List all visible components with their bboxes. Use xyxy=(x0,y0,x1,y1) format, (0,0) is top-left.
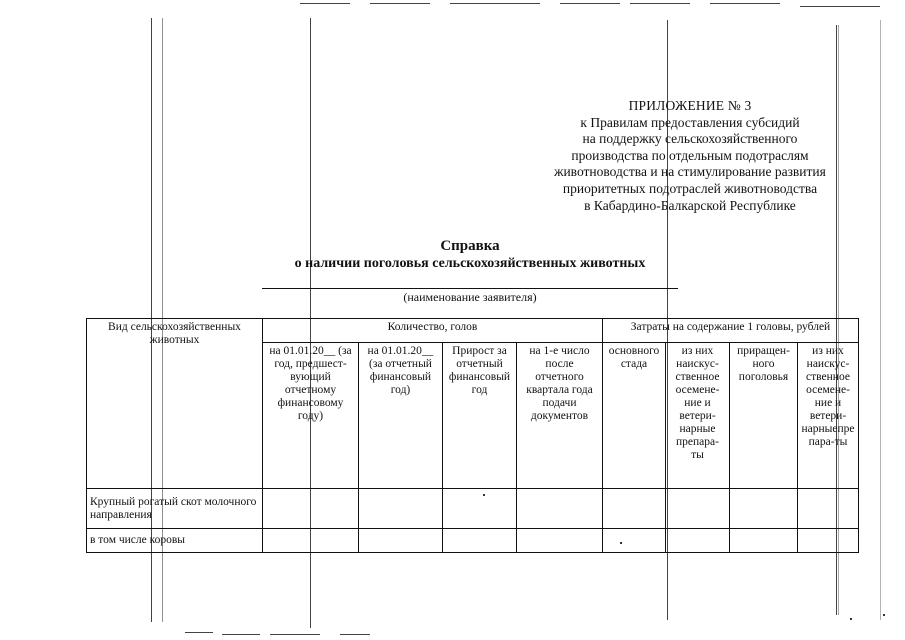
table-cell[interactable] xyxy=(798,529,859,553)
applicant-name-caption: (наименование заявителя) xyxy=(403,290,537,304)
header-prior-year: на 01.01.20__ (за год, предшест- вующий отчетному финансовому году) xyxy=(263,343,359,489)
scan-artifact-line xyxy=(630,3,690,4)
table-cell[interactable] xyxy=(443,529,517,553)
scan-artifact-line xyxy=(222,634,260,635)
scan-speck xyxy=(883,614,885,616)
table-cell[interactable] xyxy=(603,489,666,529)
header-reporting-year: на 01.01.20__ (за отчетный финансовый год) xyxy=(359,343,443,489)
header-added-insemination: из них наискус- ственное осемене- ние и ветери- нарныепре пара-ты xyxy=(798,343,859,489)
appendix-header xyxy=(520,98,860,214)
title-subtitle: о наличии поголовья сельскохозяйственных животных xyxy=(294,256,646,271)
scan-artifact-line xyxy=(185,632,213,633)
header-costs-group: Затраты на содержание 1 головы, рублей xyxy=(603,319,859,343)
table-cell[interactable] xyxy=(730,529,798,553)
table-row xyxy=(87,529,859,553)
scan-artifact-line xyxy=(450,3,540,4)
header-animal-type: Вид сельскохозяйственных животных xyxy=(87,319,263,489)
row-label-dairy-cattle: Крупный рогатый скот молочного направления xyxy=(87,489,263,529)
table-cell[interactable] xyxy=(603,529,666,553)
title-main: Справка xyxy=(440,238,500,254)
appendix-line: производства по отдельным подотраслям xyxy=(571,147,809,163)
table-cell[interactable] xyxy=(263,529,359,553)
table-cell[interactable] xyxy=(263,489,359,529)
scan-artifact-line xyxy=(340,634,370,635)
header-growth: Прирост за отчетный финансовый год xyxy=(443,343,517,489)
scan-speck xyxy=(850,618,852,620)
appendix-line: в Кабардино-Балкарской Республике xyxy=(584,197,796,213)
scan-artifact-line xyxy=(560,3,620,4)
scan-artifact-line xyxy=(710,3,780,4)
applicant-name-line[interactable] xyxy=(262,288,678,289)
header-added-livestock: приращен- ного поголовья xyxy=(730,343,798,489)
appendix-number: ПРИЛОЖЕНИЕ № 3 xyxy=(628,98,752,113)
table-cell[interactable] xyxy=(798,489,859,529)
appendix-line: приоритетных подотраслей животноводства xyxy=(562,180,818,196)
row-label-cows: в том числе коровы xyxy=(87,529,263,553)
scan-artifact-line xyxy=(270,634,320,635)
header-after-quarter: на 1-е число после отчетного квартала года подачи документов xyxy=(517,343,603,489)
header-main-herd-insemination: из них наискус- ственное осемене- ние и ветери- нарные препара- ты xyxy=(666,343,730,489)
appendix-line: к Правилам предоставления субсидий xyxy=(580,114,800,130)
scan-artifact-line xyxy=(370,3,430,4)
scan-artifact-line xyxy=(300,3,350,4)
livestock-table xyxy=(86,318,859,553)
document-title xyxy=(260,237,680,273)
table-cell[interactable] xyxy=(517,489,603,529)
header-quantity-group: Количество, голов xyxy=(263,319,603,343)
appendix-line: на поддержку сельскохозяйственного xyxy=(582,131,798,147)
table-cell[interactable] xyxy=(730,489,798,529)
scan-artifact-line xyxy=(800,6,880,7)
table-cell[interactable] xyxy=(666,529,730,553)
table-row xyxy=(87,489,859,529)
table-cell[interactable] xyxy=(443,489,517,529)
table-cell[interactable] xyxy=(517,529,603,553)
table-cell[interactable] xyxy=(359,489,443,529)
table-cell[interactable] xyxy=(359,529,443,553)
scan-artifact-line xyxy=(880,20,881,620)
appendix-line: животноводства и на стимулирование развития xyxy=(554,164,826,180)
header-main-herd: основного стада xyxy=(603,343,666,489)
table-cell[interactable] xyxy=(666,489,730,529)
